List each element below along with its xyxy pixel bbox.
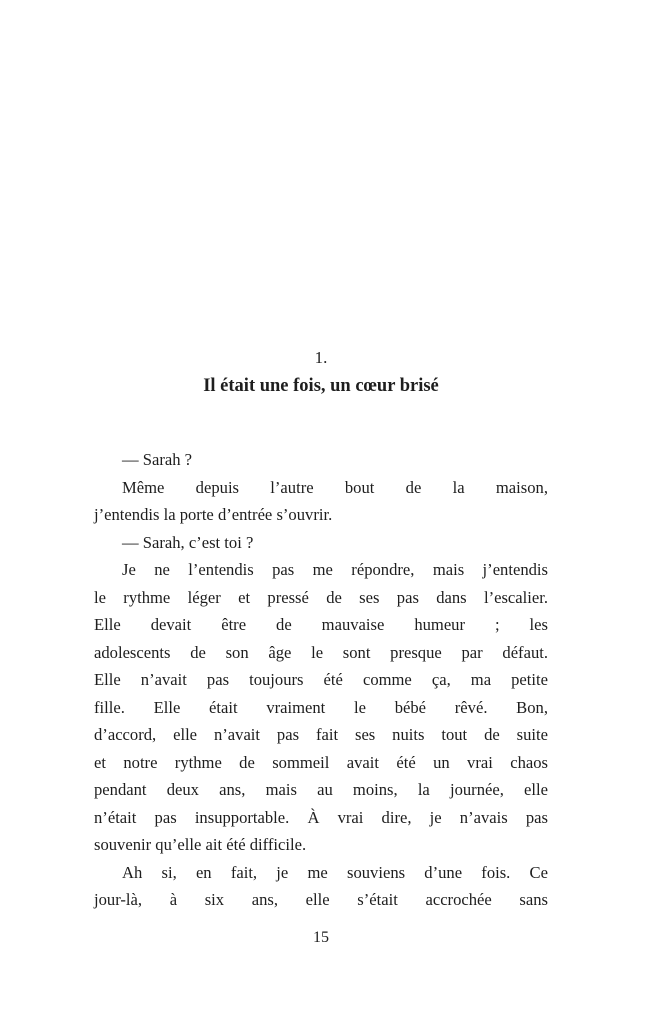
text-line: d’accord, elle n’avait pas fait ses nuits tout de suite [94,725,548,744]
paragraph [94,529,548,557]
page-content [94,344,548,914]
text-line: — Sarah ? [122,450,193,469]
text-line: Elle n’avait pas toujours été comme ça, ma petite [94,670,548,689]
text-line: souvenir qu’elle ait été difficile. [94,835,307,854]
text-line: — Sarah, c’est toi ? [122,532,254,552]
text-line: adolescents de son âge le sont presque par défaut. [94,642,548,662]
page-number: 15 [313,929,329,946]
text-line: Ah si, en fait, je me souviens d’une fois. Ce [122,862,548,882]
text-line: j’entendis la porte d’entrée s’ouvrir. [94,505,333,524]
text-line: jour-là, à six ans, elle s’était accrochée sans [94,890,548,909]
text-line: Elle devait être de mauvaise humeur ; les [94,615,548,634]
paragraph [94,474,548,529]
body-text-block [94,446,548,914]
text-line: n’était pas insupportable. À vrai dire, je n’avais pas [94,807,548,827]
chapter-number: 1. [314,348,328,367]
text-line: et notre rythme de sommeil avait été un vrai chaos [94,752,548,772]
text-line: fille. Elle était vraiment le bébé rêvé. Bon, [94,697,548,717]
chapter-title: Il était une fois, un cœur brisé [203,376,439,396]
text-line: pendant deux ans, mais au moins, la journée, elle [94,780,548,799]
paragraph [94,556,548,859]
text-line: le rythme léger et pressé de ses pas dans l’escalier. [94,587,548,607]
text-line: Je ne l’entendis pas me répondre, mais j’entendis [122,560,548,579]
paragraph [94,859,548,914]
text-line: Même depuis l’autre bout de la maison, [122,477,548,497]
paragraph [94,446,548,474]
